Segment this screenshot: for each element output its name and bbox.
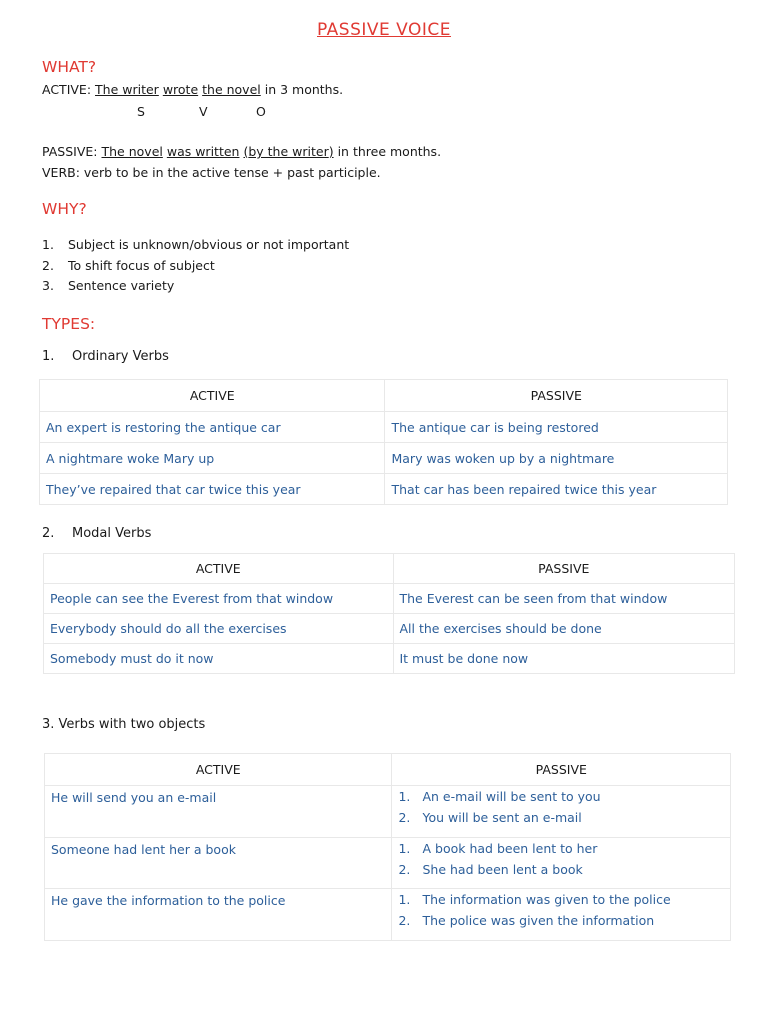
list-text: An e-mail will be sent to you [422,789,601,804]
active-object: the novel [202,82,261,97]
passive-options-list [398,890,724,931]
passive-cell [392,786,731,838]
list-text: You will be sent an e-mail [422,809,582,825]
passive-cell: All the exercises should be done [393,614,735,644]
passive-cell [392,838,731,889]
passive-example [42,144,441,159]
section-number: 3. [42,717,55,732]
list-text: To shift focus of subject [68,257,215,273]
section-title: Verbs with two objects [58,717,206,732]
table-row [44,584,735,614]
active-cell: Someone had lent her a book [45,838,392,889]
passive-cell: Mary was woken up by a nightmare [385,443,728,474]
table-row [40,412,728,443]
active-verb: wrote [162,82,199,97]
list-item [398,808,724,829]
list-text: The police was given the information [422,912,655,928]
active-header: ACTIVE [40,380,385,412]
passive-header: PASSIVE [385,380,728,412]
table-row [45,786,731,838]
passive-options-list [398,787,724,828]
list-number: 2. [42,257,54,273]
list-number: 2. [398,861,411,877]
object-label: O [256,104,266,119]
list-item [42,276,349,297]
passive-options-list [398,839,724,880]
section-two-objects-title [42,717,205,732]
active-cell: They’ve repaired that car twice this year [40,474,385,505]
list-item [42,256,349,277]
passive-cell: It must be done now [393,644,735,674]
subject-label: S [137,104,145,119]
list-number: 1. [398,892,411,907]
table-row [44,614,735,644]
passive-header: PASSIVE [393,554,735,584]
table-header-row [44,554,735,584]
list-item [398,860,724,881]
passive-cell: The Everest can be seen from that window [393,584,735,614]
passive-cell: That car has been repaired twice this year [385,474,728,505]
table-header-row [45,754,731,786]
list-text: The information was given to the police [422,892,671,907]
active-header: ACTIVE [45,754,392,786]
section-number: 1. [42,349,55,364]
section-title: Modal Verbs [72,526,152,541]
active-subject: The writer [95,82,159,97]
active-cell: People can see the Everest from that window [44,584,394,614]
section-modal-verbs-title [42,526,151,541]
passive-cell: The antique car is being restored [385,412,728,443]
section-number: 2. [42,526,55,541]
list-number: 1. [42,237,54,252]
why-heading: WHY? [42,200,87,218]
list-number: 1. [398,841,411,856]
passive-agent: by the writer [248,144,329,159]
list-item [42,235,349,256]
list-number: 3. [42,278,54,293]
list-number: 1. [398,789,411,804]
verb-rule: VERB: verb to be in the active tense + past participle. [42,165,381,180]
list-item [398,839,724,860]
active-prefix: ACTIVE: [42,82,92,97]
active-cell: He gave the information to the police [45,889,392,941]
table-row [40,443,728,474]
types-heading: TYPES: [42,315,96,333]
active-cell: Somebody must do it now [44,644,394,674]
list-number: 2. [398,912,411,928]
passive-open-paren: ( [243,144,249,159]
passive-rest: in three months. [337,144,442,159]
table-header-row [40,380,728,412]
modal-verbs-table [43,553,735,674]
list-item [398,890,724,911]
active-cell: He will send you an e-mail [45,786,392,838]
section-ordinary-verbs-title [42,349,169,364]
passive-cell [392,889,731,941]
passive-subject: The novel [101,144,163,159]
passive-agent-group [243,144,333,159]
table-row [44,644,735,674]
what-heading: WHAT? [42,58,97,76]
table-row [45,838,731,889]
page-title: PASSIVE VOICE [317,20,451,40]
active-rest: in 3 months. [264,82,344,97]
table-row [40,474,728,505]
passive-header: PASSIVE [392,754,731,786]
list-text: She had been lent a book [422,861,583,877]
active-cell: Everybody should do all the exercises [44,614,394,644]
active-example [42,82,343,97]
list-text: Subject is unknown/obvious or not important [68,237,350,252]
two-objects-table [44,753,731,941]
ordinary-verbs-table [39,379,728,505]
active-cell: An expert is restoring the antique car [40,412,385,443]
list-text: A book had been lent to her [422,841,598,856]
active-header: ACTIVE [44,554,394,584]
list-item [398,911,724,932]
reasons-list [42,235,349,297]
verb-label: V [199,104,208,119]
list-number: 2. [398,809,411,825]
list-text: Sentence variety [68,278,175,293]
list-item [398,787,724,808]
passive-prefix: PASSIVE: [42,144,98,159]
table-row [45,889,731,941]
section-title: Ordinary Verbs [72,349,169,364]
active-cell: A nightmare woke Mary up [40,443,385,474]
passive-close-paren: ) [328,144,334,159]
passive-verb: was written [166,144,240,159]
